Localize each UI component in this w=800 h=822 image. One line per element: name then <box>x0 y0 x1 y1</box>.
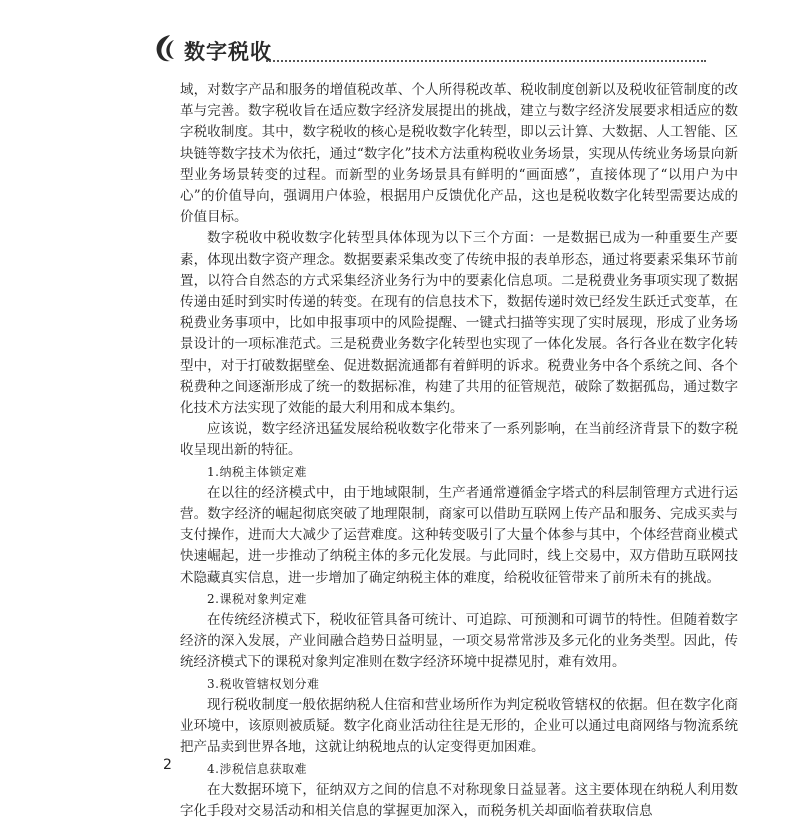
section-text-3: 现行税收制度一般依据纳税人住宿和营业场所作为判定税收管辖权的依据。但在数字化商业环境中，该原则被质疑。数字化商业活动往往是无形的，企业可以通过电商网络与物流系统把产品卖到世界各地，这就让纳税地点的认定变得更加困难。 <box>180 696 738 756</box>
section-heading-3: 3.税收管辖权划分难 <box>207 676 320 691</box>
header-title: 数字税收 <box>184 39 272 64</box>
page-header <box>150 30 710 68</box>
swirl-logo-icon <box>150 32 182 64</box>
paragraph-3: 应该说，数字经济迅猛发展给税收数字化带来了一系列影响，在当前经济背景下的数字税收呈现出新的特征。 <box>180 421 738 459</box>
section-text-2: 在传统经济模式下，税收征管具备可统计、可追踪、可预测和可调节的特性。但随着数字经济的深入发展，产业间融合趋势日益明显，一项交易常常涉及多元化的业务类型。因此，传统经济模式下的课税对象判定准则在数字经济环境中捉襟见肘，难有效用。 <box>180 612 738 671</box>
body-text <box>180 80 738 822</box>
section-heading-2: 2.课税对象判定难 <box>207 591 307 606</box>
paragraph-2: 数字税收中税收数字化转型具体体现为以下三个方面：一是数据已成为一种重要生产要素，体现出数字资产理念。数据要素采集改变了传统申报的表单形态，通过将要素采集环节前置，以符合自然态的方式采集经济业务行为中的要素化信息项。二是税费业务事项实现了数据传递由延时到实时传递的转变。在现有的信息技术下，数据传递时效已经发生跃迁式变革，在税费业务事项中，比如申报事项中的风险提醒、一键式扫描等实现了实时展现，形成了业务场景设计的一项标准范式。三是税费业务数字化转型也实现了一体化发展。各行各业在数字化转型中，对于打破数据壁垒、促进数据流通都有着鲜明的诉求。税费业务中各个系统之间、各个税费种之间逐渐形成了统一的数据标准，构建了共用的征管规范，破除了数据孤岛，通过数字化技术方法实现了效能的最大利用和成本集约。 <box>180 230 738 417</box>
header-divider <box>266 60 706 62</box>
page-number: 2 <box>163 757 172 773</box>
section-heading-4: 4.涉税信息获取难 <box>207 761 307 776</box>
section-heading-1: 1.纳税主体锁定难 <box>207 464 307 479</box>
section-text-4: 在大数据环境下，征纳双方之间的信息不对称现象日益显著。这主要体现在纳税人利用数字化手段对交易活动和相关信息的掌握更加深入，而税务机关却面临着获取信息 <box>180 781 738 819</box>
section-text-1: 在以往的经济模式中，由于地域限制，生产者通常遵循金字塔式的科层制管理方式进行运营。数字经济的崛起彻底突破了地理限制，商家可以借助互联网上传产品和服务、完成买卖与支付操作，进而大大减少了运营难度。这种转变吸引了大量个体参与其中，个体经营商业模式快速崛起，进一步推动了纳税主体的多元化发展。与此同时，线上交易中，双方借助互联网技术隐藏真实信息，进一步增加了确定纳税主体的难度，给税收征管带来了前所未有的挑战。 <box>180 484 738 586</box>
paragraph-1: 域，对数字产品和服务的增值税改革、个人所得税改革、税收制度创新以及税收征管制度的改革与完善。数字税收旨在适应数字经济发展提出的挑战，建立与数字经济发展要求相适应的数字税收制度。其中，数字税收的核心是税收数字化转型，即以云计算、大数据、人工智能、区块链等数字技术为依托，通过“数字化”技术方法重构税收业务场景，实现从传统业务场景向新型业务场景转变的过程。而新型的业务场景具有鲜明的“画面感”，直接体现了“以用户为中心”的价值导向，强调用户体验，根据用户反馈优化产品，这也是税收数字化转型需要达成的价值目标。 <box>180 82 738 226</box>
